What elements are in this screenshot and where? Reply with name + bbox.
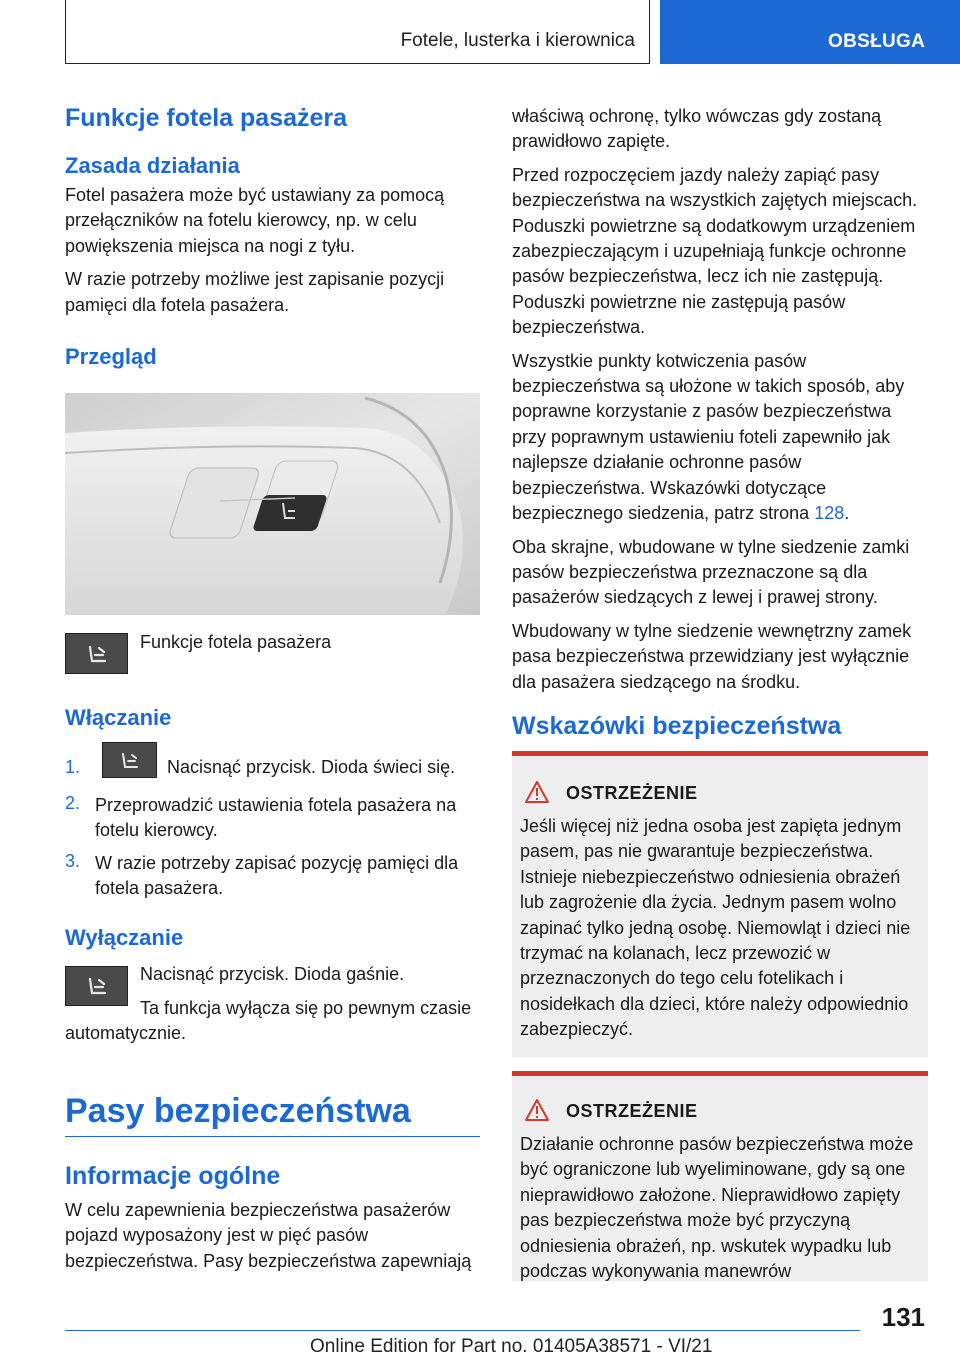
heading-rule — [65, 1136, 480, 1137]
paragraph-outer-buckles: Oba skrajne, wbudowane w tylne siedzenie zamki pasów bezpieczeństwa przeznaczone są dla pasażerów siedzących z lewej i prawej strony. — [512, 536, 910, 608]
header-tab[interactable] — [660, 0, 960, 64]
paragraph-protection: właściwą ochronę, tylko wówczas gdy zostaną prawidłowo zapięte. — [512, 106, 882, 152]
disable-text-1: Nacisnąć przycisk. Dioda gaśnie. — [140, 964, 405, 984]
paragraph-general: W celu zapewnienia bezpieczeństwa pasażerów pojazd wyposażony jest w pięć pasów bezpieczeństwa. Pasy bezpieczeństwa zapewniają — [65, 1200, 472, 1271]
step-text: W razie potrzeby zapisać pozycję pamięci dla fotela pasażera. — [95, 853, 459, 899]
header-tab-label: OBSŁUGA — [828, 31, 926, 52]
seat-function-icon — [102, 742, 157, 778]
paragraph-anchor-points — [512, 349, 928, 527]
warning-title: OSTRZEŻENIE — [566, 1101, 698, 1121]
seat-switch-photo — [65, 393, 480, 615]
page-number: 131 — [881, 1302, 925, 1332]
header-section-title: Fotele, lusterka i kierownica — [400, 30, 635, 51]
step-text: Przeprowadzić ustawienia fotela pasażera na fotelu kierowcy. — [95, 795, 457, 841]
step-number: 1. — [65, 757, 81, 777]
warning-triangle-icon — [524, 780, 550, 804]
heading-safety-notes: Wskazówki bezpieczeństwa — [512, 712, 842, 740]
door-panel-image — [65, 393, 480, 615]
warning-header — [520, 1100, 918, 1130]
page-link[interactable]: 128 — [814, 503, 845, 524]
warning-title: OSTRZEŻENIE — [566, 783, 698, 803]
paragraph-before-driving: Przed rozpoczęciem jazdy należy zapiąć pasy bezpieczeństwa na wszystkich zajętych miejscach. Poduszki powietrzne są dodatkowym urządzeniem zabezpieczającym i uzupełniają funkcje ochronne pasów bezpieczeństwa, lecz ich nie zastępują. Poduszki powietrzne nie zastępują pasów bezpieczeństwa. — [512, 164, 918, 338]
heading-passenger-functions: Funkcje fotela pasażera — [65, 104, 348, 132]
warning-triangle-icon — [524, 1098, 550, 1122]
disable-text-2: Ta funkcja wyłącza się po pewnym czasie automatycznie. — [65, 998, 472, 1044]
step-number: 2. — [65, 793, 81, 813]
photo-caption: Funkcje fotela pasażera — [140, 632, 332, 652]
header-section-box — [65, 0, 650, 64]
heading-general: Informacje ogólne — [65, 1162, 281, 1190]
paragraph-principle-1: Fotel pasażera może być ustawiany za pomocą przełączników na fotelu kierowcy, np. w celu powiększenia miejsca na nogi z tyłu. — [65, 185, 445, 256]
heading-seat-belts: Pasy bezpieczeństwa — [65, 1092, 411, 1130]
step-text: Nacisnąć przycisk. Dioda świeci się. — [167, 757, 456, 777]
warning-box-2 — [512, 1071, 928, 1281]
heading-enable: Włączanie — [65, 705, 172, 730]
step-number: 3. — [65, 851, 81, 871]
warning-text: Działanie ochronne pasów bezpieczeństwa może być ograniczone lub wyeliminowane, gdy są one nieprawidłowo założone. Nieprawidłowo zapięty pas bezpieczeństwa może być przyczyną odniesienia obrażeń, np. wskutek wypadku lub podczas wykonywania manewrów — [520, 1134, 914, 1282]
anchor-text: Wszystkie punkty kotwiczenia pasów bezpieczeństwa są ułożone w takich sposób, aby poprawne korzystanie z pasów bezpieczeństwa przy poprawnym ustawieniu foteli zapewniło jak najlepsze działanie ochronne pasów bezpieczeństwa. Wskazówki dotyczące bezpiecznego siedzenia, patrz strona — [512, 350, 905, 524]
paragraph-principle-2: W razie potrzeby możliwe jest zapisanie pozycji pamięci dla fotela pasażera. — [65, 269, 445, 315]
footer-edition: Online Edition for Part no. 01405A38571 - VI/21 — [310, 1336, 713, 1357]
left-column — [65, 104, 480, 370]
paragraph-middle-buckle: Wbudowany w tylne siedzenie wewnętrzny zamek pasa bezpieczeństwa przewidziany jest wyłącznie dla pasażera siedzącego na środku. — [512, 620, 912, 692]
step-2 — [65, 793, 480, 844]
warning-text: Jeśli więcej niż jedna osoba jest zapięta jednym pasem, pas nie gwarantuje bezpieczeństwa. Istnieje niebezpieczeństwo odniesienia obrażeń lub zagrożenie dla życia. Jednym pasem wolno zapinać tylko jedną osobę. Niemowląt i dzieci nie trzymać na kolanach, lecz przewozić w przeznaczonych do tego celu fotelikach i nosidełkach dla dzieci, które należy odpowiednio zabezpieczyć. — [520, 816, 911, 1040]
step-3 — [65, 851, 480, 902]
warning-header — [520, 782, 918, 812]
heading-disable: Wyłączanie — [65, 925, 184, 950]
anchor-text-end: . — [844, 503, 850, 524]
footer-rule — [65, 1330, 860, 1331]
heading-principle: Zasada działania — [65, 153, 240, 178]
heading-overview: Przegląd — [65, 344, 157, 370]
seat-function-icon — [65, 633, 128, 674]
right-column — [512, 104, 928, 695]
warning-box-1 — [512, 751, 928, 1057]
